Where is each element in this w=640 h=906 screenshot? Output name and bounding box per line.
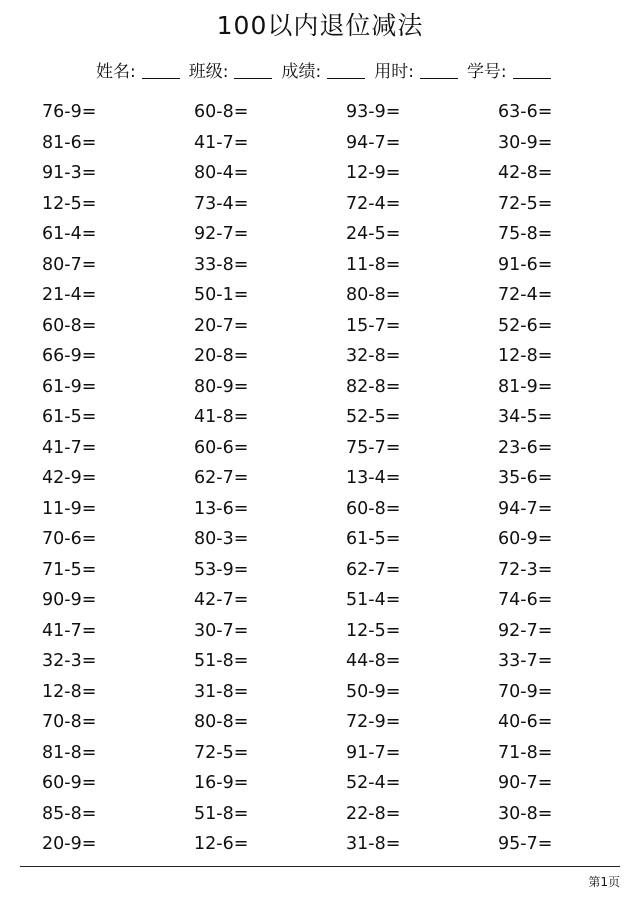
- problem-item: 72-9=: [346, 712, 401, 732]
- problem-item: 72-4=: [346, 193, 401, 214]
- problem-item: 62-7=: [346, 559, 401, 580]
- problem-item: 61-9=: [42, 376, 97, 397]
- problem-item: 12-5=: [42, 193, 97, 214]
- problem-item: 24-5=: [346, 224, 401, 244]
- problem-item: 12-6=: [194, 834, 249, 854]
- problem-item: 61-4=: [42, 224, 97, 244]
- problem-item: 80-8=: [194, 712, 249, 732]
- problem-row: [0, 129, 640, 160]
- problem-item: 93-9=: [346, 102, 401, 122]
- problem-item: 91-7=: [346, 742, 401, 763]
- problem-item: 95-7=: [498, 834, 553, 854]
- problem-item: 33-8=: [194, 254, 249, 275]
- problem-item: 81-8=: [42, 742, 97, 763]
- problem-item: 53-9=: [194, 559, 249, 580]
- problem-item: 61-5=: [346, 529, 401, 549]
- problem-item: 80-9=: [194, 376, 249, 397]
- problem-item: 35-6=: [498, 468, 553, 488]
- problem-row: [0, 678, 640, 709]
- problem-item: 82-8=: [346, 376, 401, 397]
- problem-item: 41-7=: [194, 132, 249, 153]
- problem-item: 44-8=: [346, 651, 401, 671]
- problem-item: 42-7=: [194, 590, 249, 610]
- problem-row: [0, 525, 640, 556]
- problem-item: 60-9=: [42, 773, 97, 793]
- problem-item: 75-7=: [346, 437, 401, 458]
- problem-item: 30-8=: [498, 803, 553, 824]
- problem-item: 16-9=: [194, 773, 249, 793]
- problem-item: 52-6=: [498, 315, 553, 336]
- problem-item: 51-8=: [194, 803, 249, 824]
- problem-item: 62-7=: [194, 468, 249, 488]
- problem-item: 41-7=: [42, 620, 97, 641]
- name-blank: [142, 77, 180, 79]
- problem-item: 13-4=: [346, 468, 401, 488]
- problem-item: 66-9=: [42, 346, 97, 366]
- problem-item: 75-8=: [498, 224, 553, 244]
- problem-item: 80-4=: [194, 163, 249, 183]
- footer-divider: [20, 866, 620, 867]
- problem-item: 32-3=: [42, 651, 97, 671]
- problem-item: 85-8=: [42, 803, 97, 824]
- problem-item: 72-5=: [194, 742, 249, 763]
- problem-item: 60-9=: [498, 529, 553, 549]
- problem-row: [0, 312, 640, 343]
- problem-row: [0, 403, 640, 434]
- problem-row: [0, 251, 640, 282]
- problem-row: [0, 434, 640, 465]
- problem-item: 92-7=: [194, 224, 249, 244]
- student-id-blank: [513, 77, 551, 79]
- problem-item: 94-7=: [346, 132, 401, 153]
- problem-item: 72-5=: [498, 193, 553, 214]
- problem-item: 70-8=: [42, 712, 97, 732]
- problem-row: [0, 556, 640, 587]
- problem-item: 90-9=: [42, 590, 97, 610]
- problem-item: 32-8=: [346, 346, 401, 366]
- problem-item: 72-3=: [498, 559, 553, 580]
- problem-grid: [0, 98, 640, 861]
- problem-item: 23-6=: [498, 437, 553, 458]
- problem-item: 15-7=: [346, 315, 401, 336]
- class-blank: [234, 77, 272, 79]
- page-number: 第1页: [588, 875, 620, 889]
- problem-item: 72-4=: [498, 285, 553, 305]
- problem-item: 92-7=: [498, 620, 553, 641]
- time-blank: [420, 77, 458, 79]
- problem-item: 41-7=: [42, 437, 97, 458]
- problem-row: [0, 586, 640, 617]
- problem-item: 60-8=: [194, 102, 249, 122]
- problem-item: 70-9=: [498, 681, 553, 702]
- problem-item: 71-5=: [42, 559, 97, 580]
- problem-row: [0, 739, 640, 770]
- problem-item: 12-8=: [42, 681, 97, 702]
- problem-item: 90-7=: [498, 773, 553, 793]
- problem-row: [0, 373, 640, 404]
- problem-item: 34-5=: [498, 407, 553, 427]
- name-label: 姓名:: [96, 62, 136, 82]
- problem-row: [0, 159, 640, 190]
- problem-item: 76-9=: [42, 102, 97, 122]
- problem-item: 71-8=: [498, 742, 553, 763]
- problem-item: 52-5=: [346, 407, 401, 427]
- problem-item: 30-7=: [194, 620, 249, 641]
- problem-item: 30-9=: [498, 132, 553, 153]
- problem-row: [0, 342, 640, 373]
- name-field: [96, 60, 180, 84]
- problem-item: 80-7=: [42, 254, 97, 275]
- worksheet-title: 100以内退位减法: [216, 11, 424, 40]
- time-field: [374, 60, 458, 84]
- problem-item: 33-7=: [498, 651, 553, 671]
- problem-item: 42-9=: [42, 468, 97, 488]
- problem-item: 50-9=: [346, 681, 401, 702]
- problem-item: 51-4=: [346, 590, 401, 610]
- problem-item: 41-8=: [194, 407, 249, 427]
- problem-row: [0, 769, 640, 800]
- problem-row: [0, 464, 640, 495]
- student-info-row: [96, 58, 560, 84]
- score-field: [281, 60, 365, 84]
- problem-item: 80-3=: [194, 529, 249, 549]
- problem-row: [0, 98, 640, 129]
- problem-row: [0, 647, 640, 678]
- score-label: 成绩:: [281, 62, 322, 82]
- problem-item: 81-6=: [42, 132, 97, 153]
- class-label: 班级:: [188, 62, 229, 82]
- problem-row: [0, 617, 640, 648]
- problem-item: 81-9=: [498, 376, 553, 397]
- problem-item: 20-7=: [194, 315, 249, 336]
- problem-row: [0, 800, 640, 831]
- problem-item: 60-8=: [42, 315, 97, 336]
- problem-row: [0, 495, 640, 526]
- problem-item: 40-6=: [498, 712, 553, 732]
- problem-item: 73-4=: [194, 193, 249, 214]
- problem-item: 22-8=: [346, 803, 401, 824]
- problem-item: 31-8=: [346, 834, 401, 854]
- problem-item: 12-9=: [346, 163, 401, 183]
- problem-item: 20-8=: [194, 346, 249, 366]
- problem-item: 31-8=: [194, 681, 249, 702]
- problem-item: 70-6=: [42, 529, 97, 549]
- problem-item: 60-8=: [346, 498, 401, 519]
- problem-item: 50-1=: [194, 285, 249, 305]
- problem-item: 74-6=: [498, 590, 553, 610]
- student-id-field: [467, 60, 551, 84]
- class-field: [189, 60, 273, 84]
- problem-item: 20-9=: [42, 834, 97, 854]
- problem-row: [0, 190, 640, 221]
- problem-item: 52-4=: [346, 773, 401, 793]
- problem-row: [0, 830, 640, 861]
- problem-item: 63-6=: [498, 102, 553, 122]
- problem-row: [0, 220, 640, 251]
- problem-item: 60-6=: [194, 437, 249, 458]
- problem-item: 91-3=: [42, 163, 97, 183]
- problem-row: [0, 708, 640, 739]
- problem-item: 80-8=: [346, 285, 401, 305]
- problem-item: 12-8=: [498, 346, 553, 366]
- problem-item: 51-8=: [194, 651, 249, 671]
- problem-item: 61-5=: [42, 407, 97, 427]
- problem-item: 11-8=: [346, 254, 401, 275]
- problem-item: 11-9=: [42, 498, 97, 519]
- problem-item: 91-6=: [498, 254, 553, 275]
- problem-item: 94-7=: [498, 498, 553, 519]
- time-label: 用时:: [374, 62, 414, 82]
- score-blank: [327, 77, 365, 79]
- problem-item: 12-5=: [346, 620, 401, 641]
- problem-item: 42-8=: [498, 163, 553, 183]
- problem-item: 21-4=: [42, 285, 97, 305]
- problem-row: [0, 281, 640, 312]
- problem-item: 13-6=: [194, 498, 249, 519]
- student-id-label: 学号:: [466, 62, 507, 82]
